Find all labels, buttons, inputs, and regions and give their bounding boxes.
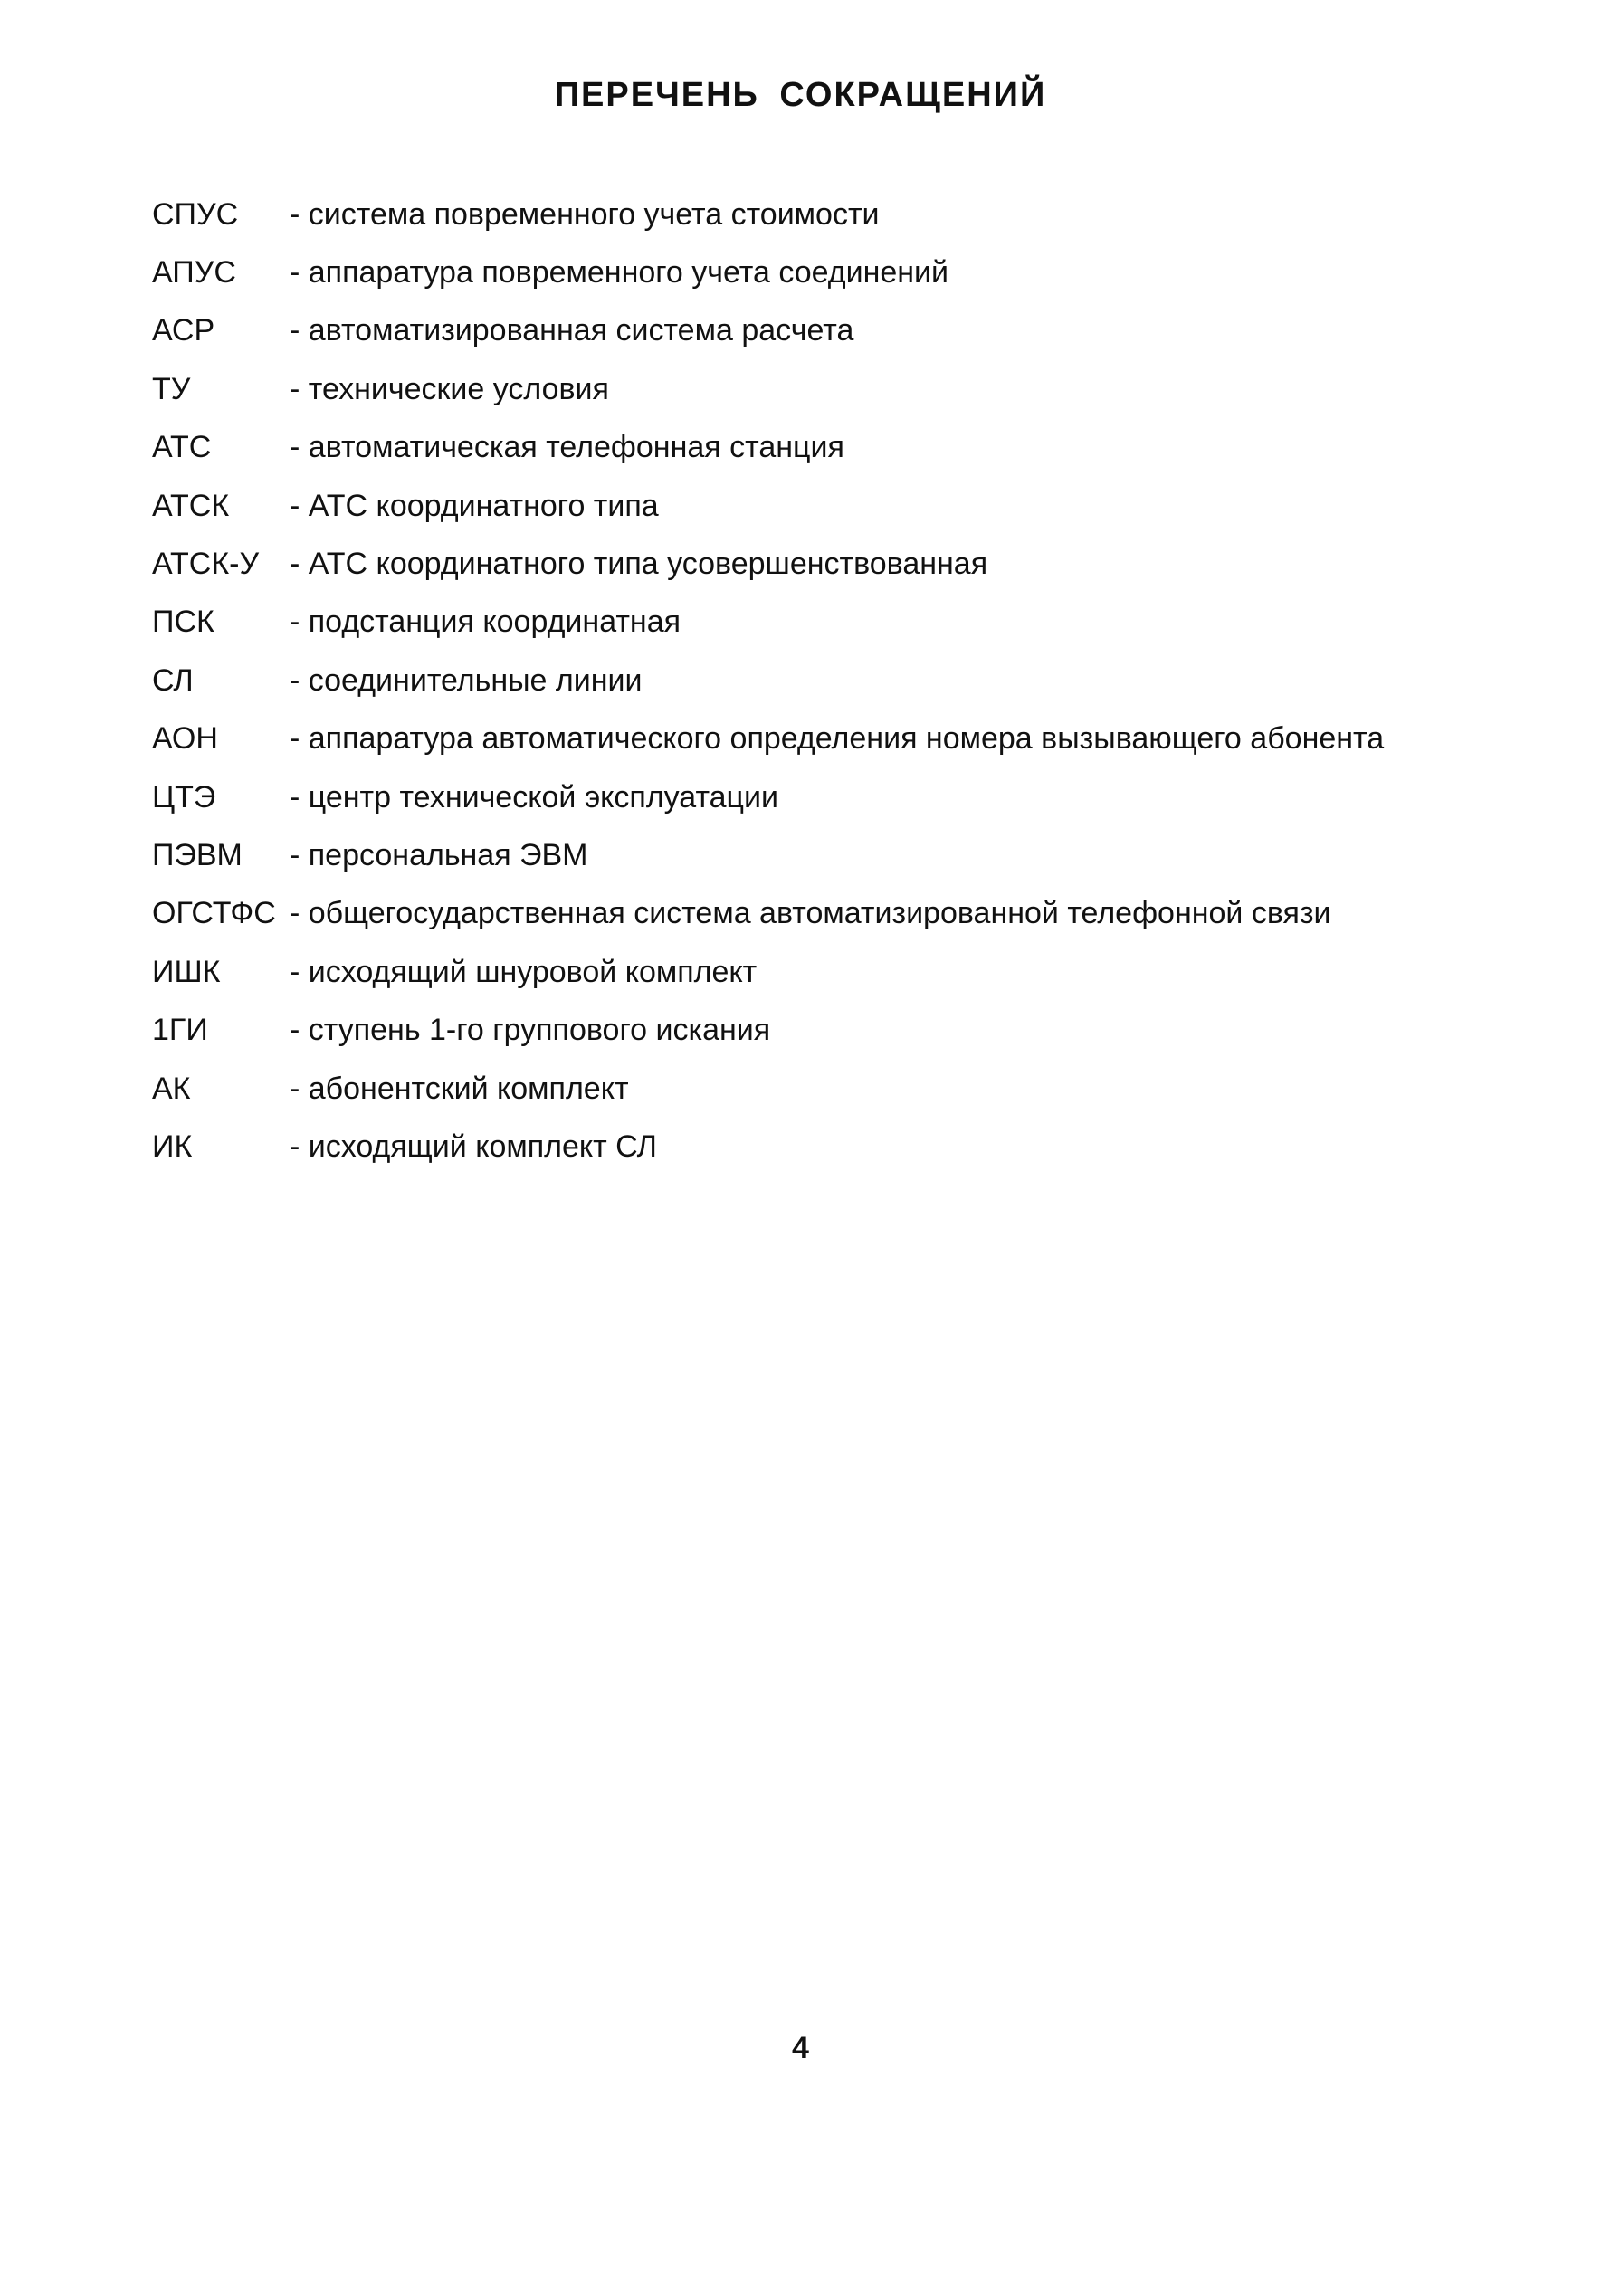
abbreviation-definition: - подстанция координатная [290,605,681,640]
abbreviation-definition: - АТС координатного типа усовершенствованная [290,547,988,582]
abbreviation-definition: - исходящий шнуровой комплект [290,954,758,989]
abbreviation-row [152,652,1564,710]
abbreviation-term: АСР [152,313,215,348]
abbreviation-row [152,594,1564,652]
abbreviation-term: ТУ [152,371,191,406]
abbreviation-definition: - общегосударственная система автоматизированной телефонной связи [290,896,1331,931]
abbreviation-term: АПУС [152,255,236,291]
abbreviation-definition: - персональная ЭВМ [290,837,588,872]
abbreviation-row [152,477,1564,535]
abbreviation-term: СЛ [152,662,194,698]
abbreviation-term: СПУС [152,196,239,232]
abbreviation-row [152,186,1564,243]
abbreviation-definition: - ступень 1-го группового искания [290,1013,771,1048]
abbreviation-term: АТС [152,430,212,465]
abbreviation-row [152,1060,1564,1118]
abbreviation-term: АТСК [152,488,230,523]
abbreviation-row [152,885,1564,943]
abbreviation-row [152,768,1564,826]
abbreviation-term: ПЭВМ [152,837,243,872]
abbreviation-term: ОГСТФС [152,896,276,931]
abbreviation-row [152,243,1564,301]
abbreviation-term: 1ГИ [152,1013,208,1048]
abbreviation-definition: - технические условия [290,371,609,406]
abbreviation-definition: - автоматизированная система расчета [290,313,854,348]
abbreviation-list [152,186,1564,1177]
page-title: ПЕРЕЧЕНЬ СОКРАЩЕНИЙ [554,76,1047,114]
abbreviation-definition: - АТС координатного типа [290,488,659,523]
abbreviation-definition: - абонентский комплект [290,1071,629,1106]
abbreviation-definition: - центр технической эксплуатации [290,779,779,815]
abbreviation-term: ИШК [152,954,221,989]
abbreviation-term: ИК [152,1129,193,1164]
abbreviation-definition: - аппаратура повременного учета соединений [290,255,949,291]
abbreviation-term: АТСК-У [152,547,260,582]
abbreviation-row [152,1118,1564,1176]
abbreviation-row [152,710,1564,768]
abbreviation-row [152,419,1564,477]
abbreviation-row [152,943,1564,1001]
abbreviation-definition: - аппаратура автоматического определения номера вызывающего абонента [290,721,1385,757]
abbreviation-row [152,1001,1564,1059]
abbreviation-row [152,360,1564,418]
abbreviation-definition: - исходящий комплект СЛ [290,1129,657,1164]
abbreviation-definition: - автоматическая телефонная станция [290,430,844,465]
abbreviation-row [152,535,1564,593]
abbreviation-row [152,826,1564,884]
abbreviation-term: АОН [152,721,218,757]
abbreviation-definition: - система повременного учета стоимости [290,196,880,232]
abbreviation-row [152,302,1564,360]
page-number: 4 [792,2031,809,2065]
abbreviation-term: ЦТЭ [152,779,216,815]
abbreviation-definition: - соединительные линии [290,662,643,698]
abbreviation-term: ПСК [152,605,214,640]
abbreviation-term: АК [152,1071,191,1106]
